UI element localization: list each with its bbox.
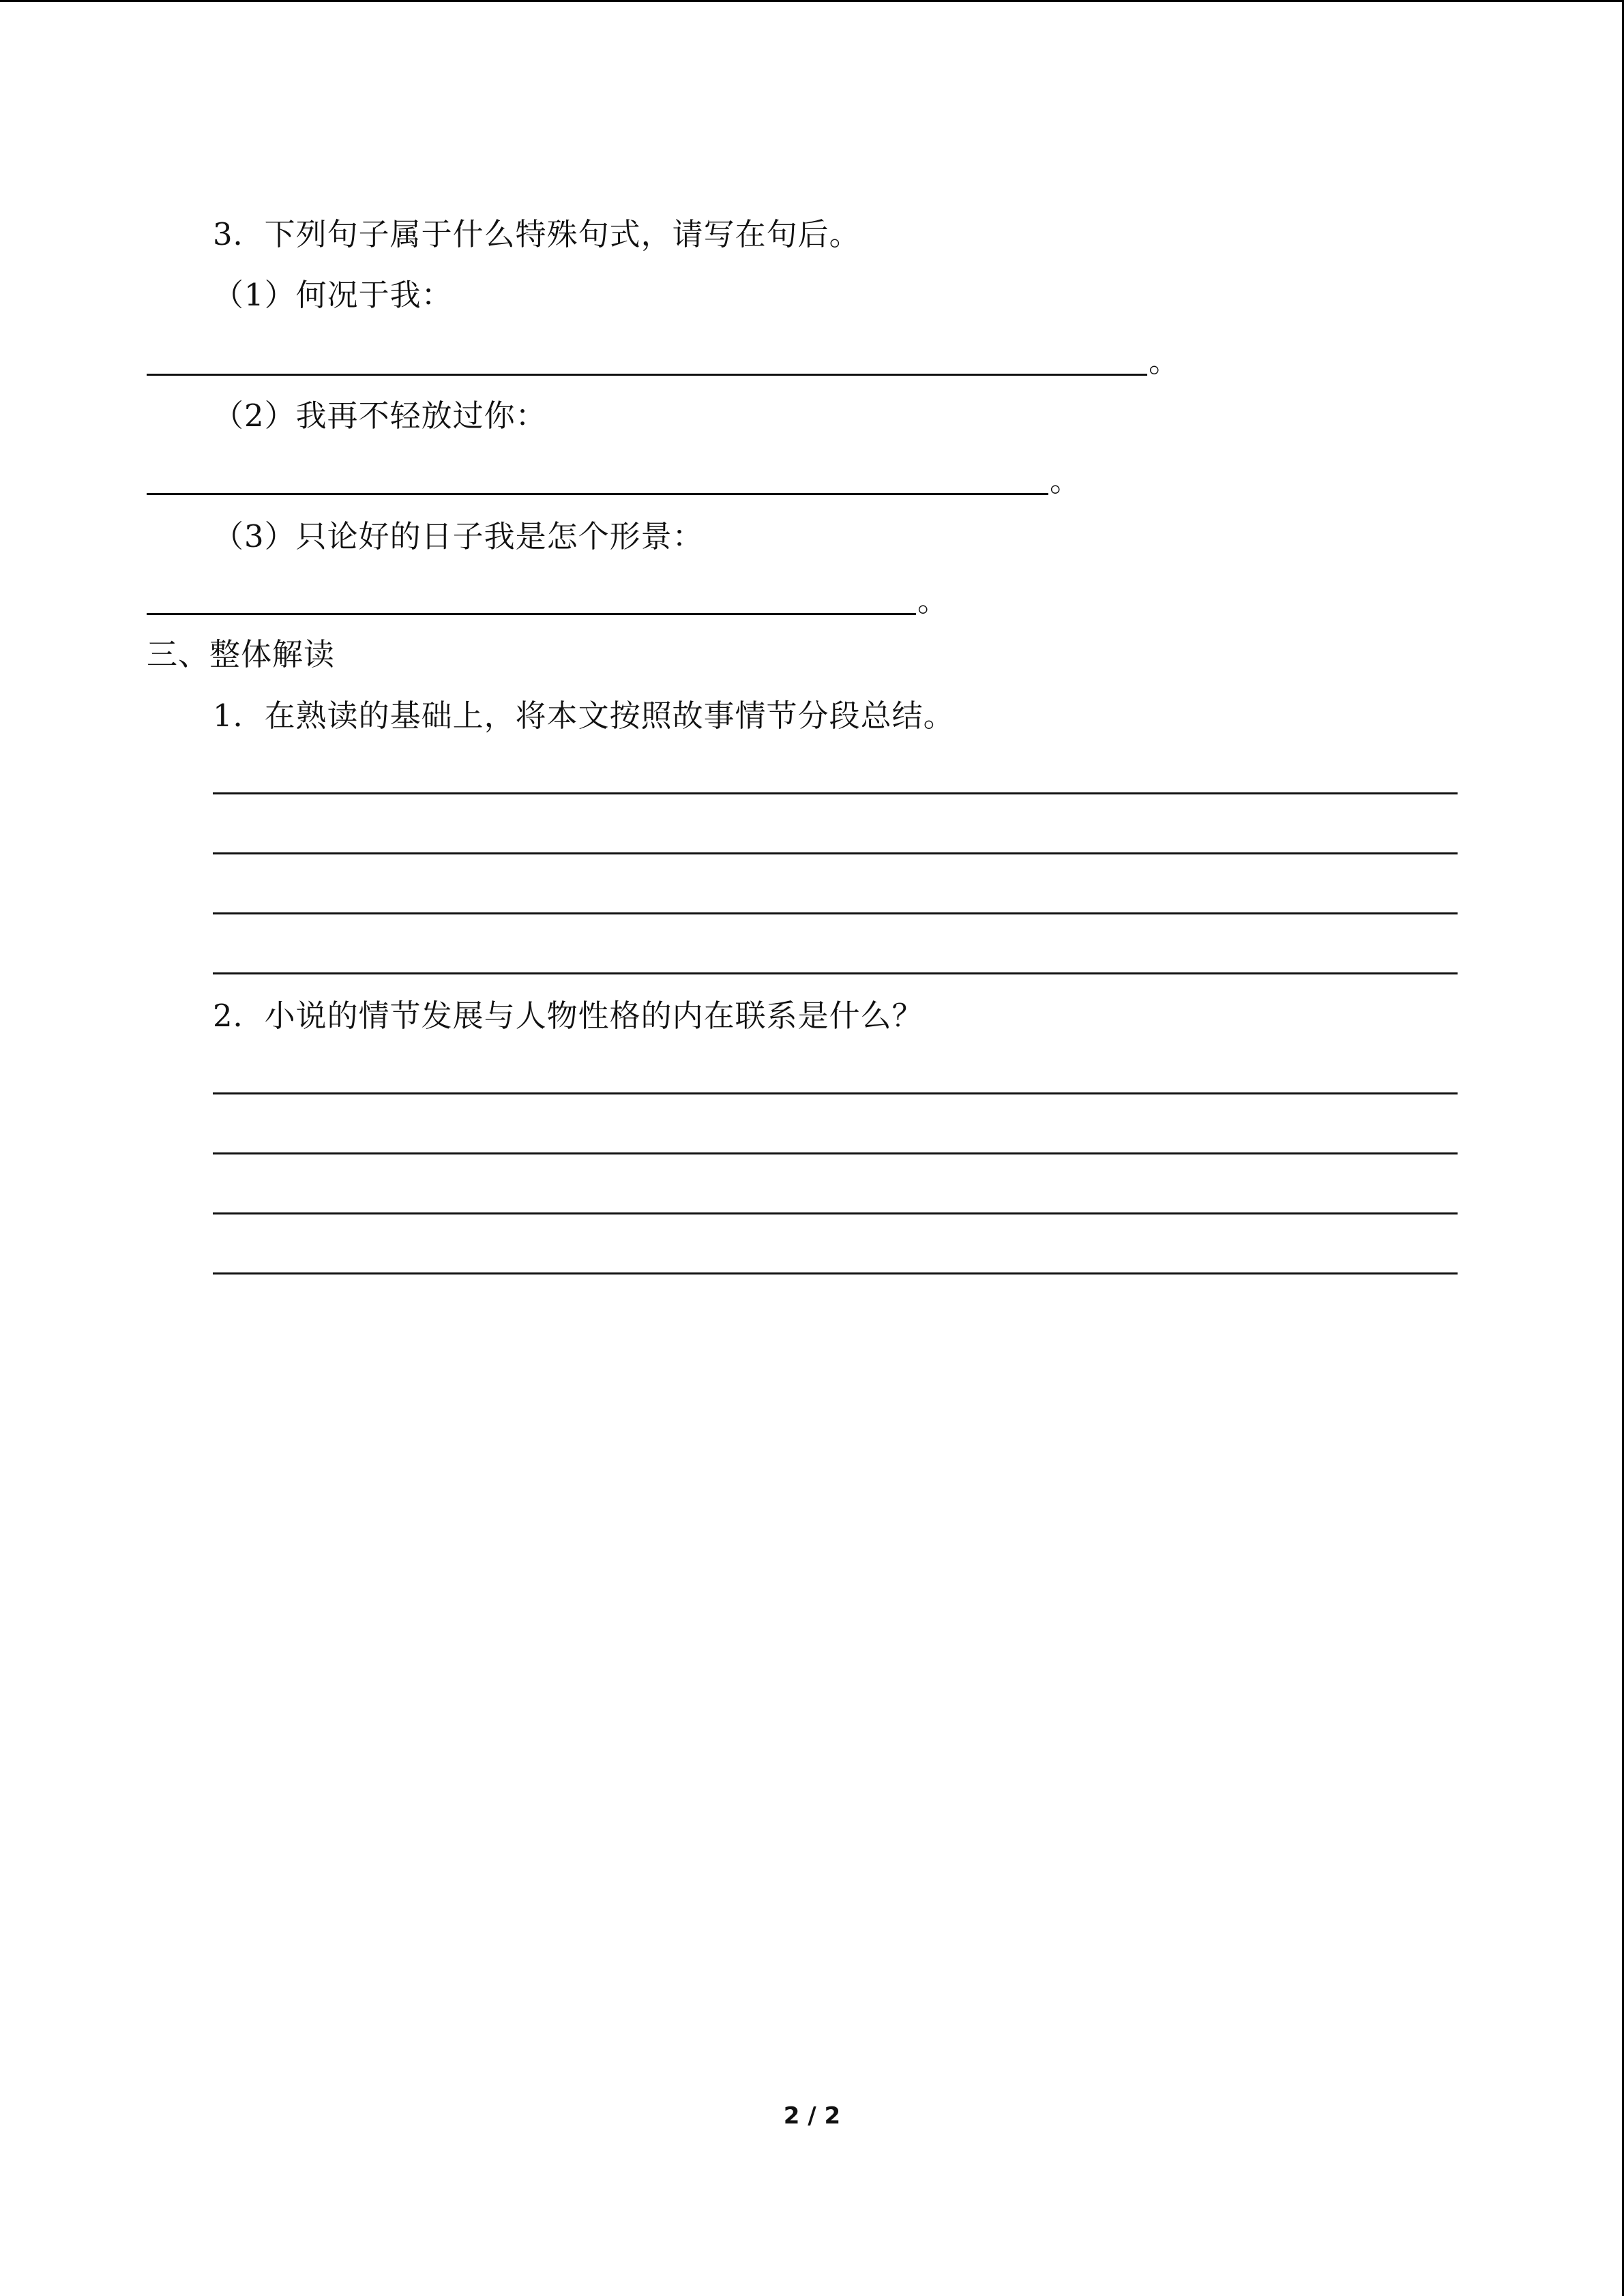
section-3-question-2-answer-line-3[interactable] <box>213 1212 1458 1214</box>
question-3-item-1-period: 。 <box>1149 343 1180 379</box>
question-3-item-3-label: （3）只论好的日子我是怎个形景： <box>213 518 704 554</box>
question-3-item-3-answer-line[interactable] <box>147 613 916 615</box>
section-3-question-1-title: 1．在熟读的基础上，将本文按照故事情节分段总结。 <box>213 698 955 734</box>
section-3-heading: 三、整体解读 <box>147 636 336 672</box>
question-3-title: 3．下列句子属于什么特殊句式，请写在句后。 <box>213 216 861 252</box>
question-3-item-2-period: 。 <box>1050 462 1081 498</box>
section-3-question-2-title: 2．小说的情节发展与人物性格的内在联系是什么？ <box>213 998 924 1034</box>
section-3-question-2-answer-line-2[interactable] <box>213 1152 1458 1154</box>
question-3-item-2-answer-line[interactable] <box>147 493 1048 495</box>
section-3-question-2-answer-line-1[interactable] <box>213 1092 1458 1094</box>
section-3-question-1-answer-line-3[interactable] <box>213 912 1458 914</box>
page-number: 2 / 2 <box>783 2102 841 2130</box>
page-top-border <box>0 0 1624 2</box>
section-3-question-1-answer-line-1[interactable] <box>213 792 1458 794</box>
section-3-question-1-answer-line-4[interactable] <box>213 972 1458 974</box>
question-3-item-3-period: 。 <box>917 582 949 618</box>
section-3-question-2-answer-line-4[interactable] <box>213 1272 1458 1274</box>
question-3-item-2-label: （2）我再不轻放过你： <box>213 398 547 434</box>
question-3-item-1-answer-line[interactable] <box>147 374 1147 376</box>
question-3-item-1-label: （1）何况于我： <box>213 277 453 313</box>
section-3-question-1-answer-line-2[interactable] <box>213 852 1458 854</box>
